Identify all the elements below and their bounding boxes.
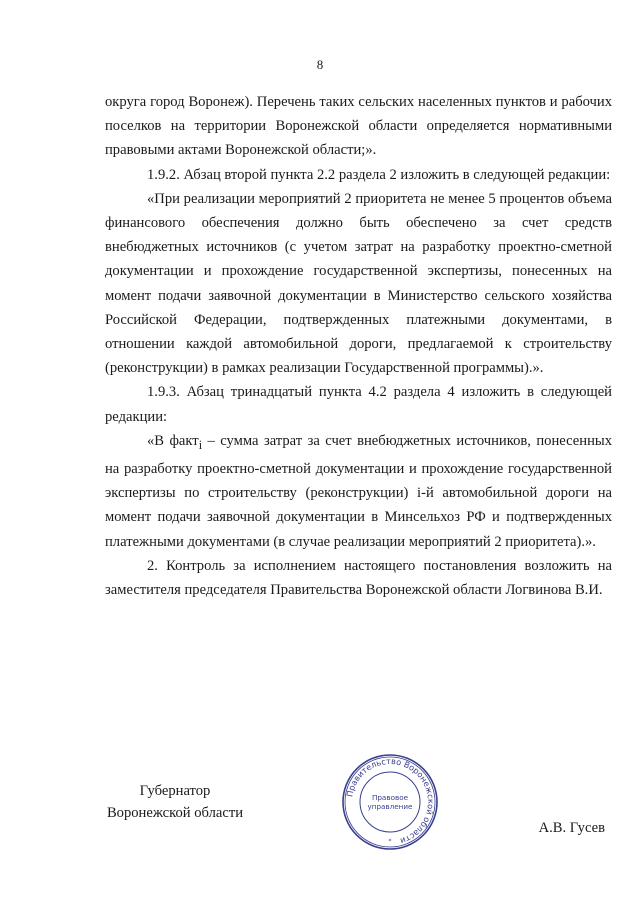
paragraph-5-end: – сумма затрат за счет внебюджетных источников, понесенных на разработку проектно-сметной документации и прохождение государственной экспертизы по строительству (реконструкции) i-й автомобильной дороги на момент подачи заявочной документации в Минсельхоз РФ и подтвержденных платежными документами (в случае реализации мероприятий 2 приоритета).». [105,432,612,550]
paragraph-5-subscript: i [198,437,203,452]
document-body [105,90,612,602]
signatory-position-line2: Воронежской области [106,805,244,821]
paragraph-2: 1.9.2. Абзац второй пункта 2.2 раздела 2 изложить в следующей редакции: [147,166,611,183]
paragraph-1: округа город Воронеж). Перечень таких сельских населенных пунктов и рабочих поселков на территории Воронежской области определяется нормативными правовыми актами Воронежской области;». [105,94,612,159]
paragraph-5-start: «В факт [147,432,199,449]
stamp-star-icon: * [388,838,392,845]
official-stamp [340,752,440,852]
stamp-center-line2: управление [367,802,413,811]
signatory-position-line1: Губернатор [139,783,211,799]
signatory-name: А.В. Гусев [538,820,605,836]
stamp-ring-textpath: Правительство Воронежской области [344,755,437,847]
signature-block [95,755,615,870]
stamp-graphic [340,752,440,852]
paragraph-3: «При реализации мероприятий 2 приоритета не менее 5 процентов объема финансового обеспечения должно быть обеспечено за счет средств внебюджетных источников (с учетом затрат на разработку проектно-сметной документации и прохождение государственной экспертизы, понесенных на момент подачи заявочной документации в Министерство сельского хозяйства Российской Федерации, подтвержденных платежными документами, в отношении каждой автомобильной дороги, предлагаемой к строительству (реконструкции) в рамках реализации Государственной программы).». [105,190,612,377]
paragraph-6: 2. Контроль за исполнением настоящего постановления возложить на заместителя председателя Правительства Воронежской области Логвинова В.И. [105,557,612,598]
paragraph-5 [105,429,612,554]
stamp-center-line1: Правовое [371,793,409,802]
paragraph-4: 1.9.3. Абзац тринадцатый пункта 4.2 раздела 4 изложить в следующей редакции: [105,384,612,425]
signatory-position [95,780,255,824]
page-number: 8 [316,57,324,72]
